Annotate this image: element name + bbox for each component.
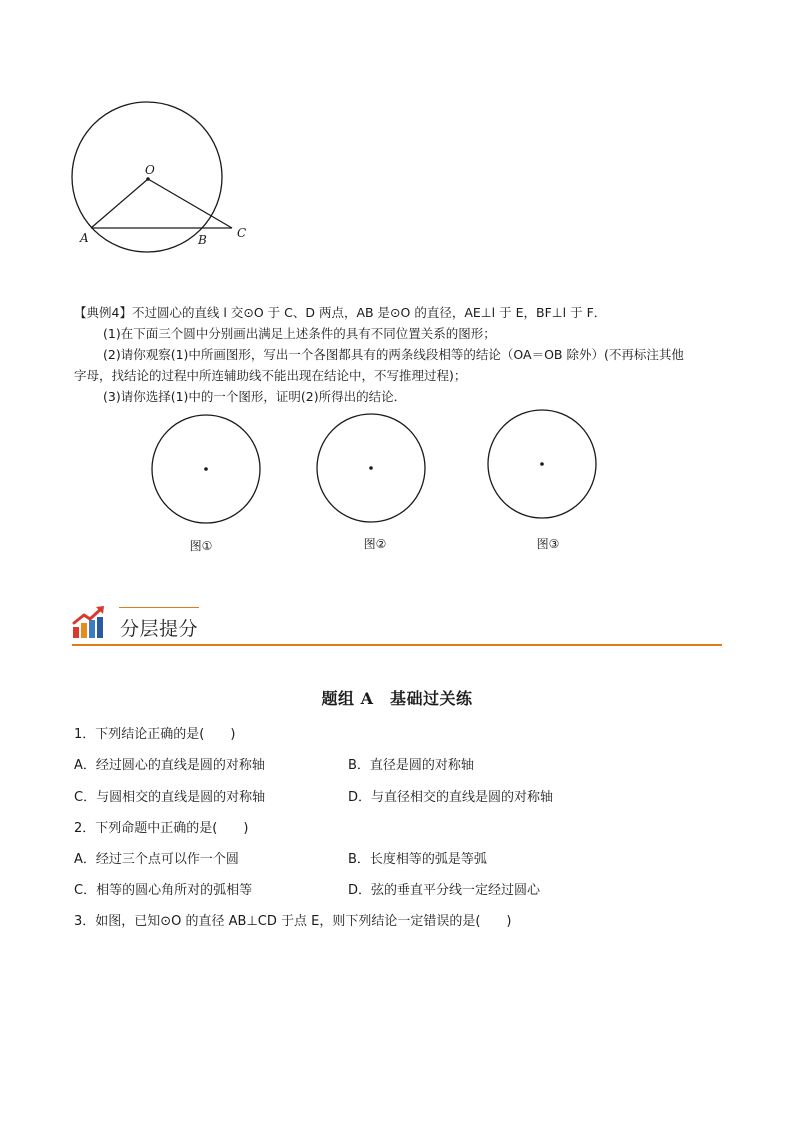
- segment-oc: [148, 179, 232, 228]
- center-dot-2: [369, 466, 373, 470]
- question-2-stem: 2．下列命题中正确的是( ): [74, 821, 249, 836]
- blank-circle-1: [150, 413, 264, 527]
- question-1-option-b: B．直径是圆的对称轴: [348, 758, 474, 773]
- center-point: [146, 177, 150, 181]
- circle-o: [72, 102, 222, 252]
- example4-line4: 字母，找结论的过程中所连辅助线不能出现在结论中，不写推理过程)；: [74, 368, 467, 383]
- blank-circle-2: [315, 412, 429, 526]
- segment-oa: [91, 179, 148, 228]
- center-dot-3: [540, 462, 544, 466]
- label-b: B: [198, 233, 207, 247]
- example4-line1: 【典例4】不过圆心的直线 l 交⊙O 于 C、D 两点，AB 是⊙O 的直径，AE⊥l 于 E，BF⊥l 于 F．: [74, 305, 607, 320]
- circle-geometry-figure: [60, 95, 280, 260]
- question-1-option-d: D．与直径相交的直线是圆的对称轴: [348, 790, 554, 805]
- example4-line5: (3)请你选择(1)中的一个图形，证明(2)所得出的结论．: [103, 389, 407, 404]
- example4-line2: (1)在下面三个圆中分别画出满足上述条件的具有不同位置关系的图形；: [103, 326, 496, 341]
- group-title: 题组 A 基础过关练: [321, 689, 473, 708]
- section-title: 分层提分: [120, 618, 199, 640]
- question-2-option-b: B．长度相等的弧是等弧: [348, 852, 487, 867]
- center-dot-1: [204, 467, 208, 471]
- caption-figure-2: 图②: [363, 537, 387, 551]
- example4-line3: (2)请你观察(1)中所画图形，写出一个各图都具有的两条线段相等的结论（OA＝OB 除外）(不再标注其他: [103, 347, 684, 362]
- caption-figure-1: 图①: [189, 539, 213, 553]
- section-divider: [72, 644, 722, 646]
- label-a: A: [80, 231, 89, 245]
- label-o: O: [145, 163, 155, 177]
- question-1-stem: 1．下列结论正确的是( ): [74, 727, 236, 742]
- question-2-option-d: D．弦的垂直平分线一定经过圆心: [348, 883, 541, 898]
- question-3-stem: 3．如图，已知⊙O 的直径 AB⊥CD 于点 E，则下列结论一定错误的是( ): [74, 914, 512, 929]
- question-2-option-c: C．相等的圆心角所对的弧相等: [74, 883, 253, 898]
- growth-chart-icon: [72, 603, 108, 639]
- label-c: C: [237, 226, 247, 240]
- section-title-overline: [119, 607, 199, 608]
- blank-circle-3: [486, 408, 600, 522]
- question-1-option-a: A．经过圆心的直线是圆的对称轴: [74, 758, 265, 773]
- question-1-option-c: C．与圆相交的直线是圆的对称轴: [74, 790, 266, 805]
- question-2-option-a: A．经过三个点可以作一个圆: [74, 852, 239, 867]
- caption-figure-3: 图③: [536, 537, 560, 551]
